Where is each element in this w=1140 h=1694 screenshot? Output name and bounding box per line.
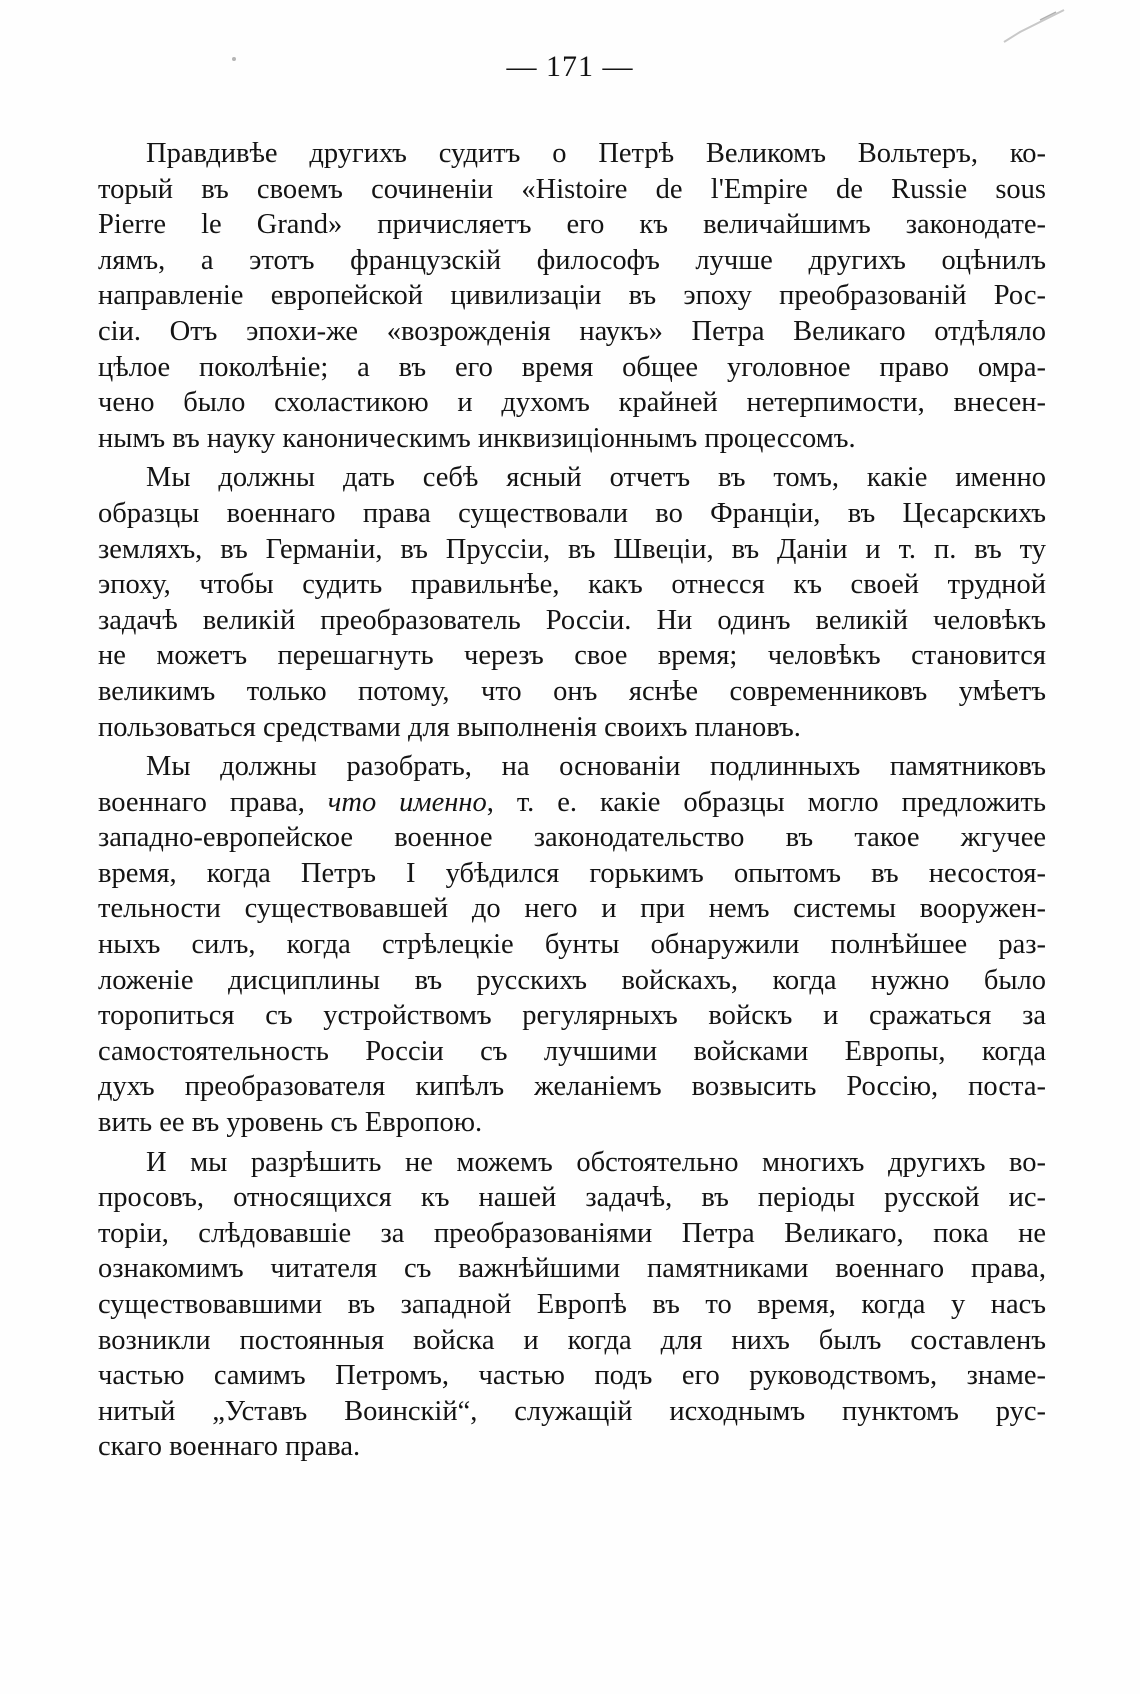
- text-line: чено было схоластикою и духомъ крайней нетерпимости, внесен-: [98, 387, 1046, 419]
- text-line: духъ преобразователя кипѣлъ желаніемъ возвысить Россію, поста-: [98, 1071, 1046, 1103]
- paragraph-2: [98, 460, 1046, 745]
- text-line: Мы должны дать себѣ ясный отчетъ въ томъ, какіе именно: [146, 462, 1046, 494]
- text-line: Pierre le Grand» причисляетъ его къ величайшимъ законодате-: [98, 209, 1046, 241]
- text-line: Мы должны разобрать, на основаніи подлинныхъ памятниковъ: [146, 751, 1046, 783]
- scan-speck-decoration: [1000, 6, 1070, 46]
- scan-dot-decoration: [230, 54, 238, 64]
- text-line: ознакомимъ читателя съ важнѣйшими памятниками военнаго права,: [98, 1253, 1046, 1285]
- text-line: пользоваться средствами для выполненія своихъ плановъ.: [98, 711, 801, 743]
- text-line: земляхъ, въ Германіи, въ Пруссіи, въ Швеціи, въ Даніи и т. п. въ ту: [98, 533, 1046, 565]
- text-line: образцы военнаго права существовали во Франціи, въ Цесарскихъ: [98, 497, 1046, 529]
- text-line: сіи. Отъ эпохи-же «возрожденія наукъ» Петра Великаго отдѣляло: [98, 315, 1046, 347]
- text-line: лямъ, а этотъ французскій философъ лучше другихъ оцѣнилъ: [98, 244, 1046, 276]
- text-line: нымъ въ науку каноническимъ инквизиціоннымъ процессомъ.: [98, 422, 856, 454]
- text-line: частью самимъ Петромъ, частью подъ его руководствомъ, знаме-: [98, 1360, 1046, 1392]
- text-line: цѣлое поколѣніе; а въ его время общее уголовное право омра-: [98, 351, 1046, 383]
- text-line: западно-европейское военное законодательство въ такое жгучее: [98, 822, 1046, 854]
- text-line: просовъ, относящихся къ нашей задачѣ, въ періоды русской ис-: [98, 1182, 1046, 1214]
- text-line: И мы разрѣшить не можемъ обстоятельно многихъ другихъ во-: [146, 1146, 1046, 1178]
- paragraph-4: [98, 1145, 1046, 1465]
- text-line: великимъ только потому, что онъ яснѣе современниковъ умѣетъ: [98, 675, 1046, 707]
- text-line: время, когда Петръ I убѣдился горькимъ опытомъ въ несостоя-: [98, 857, 1046, 889]
- text-line: самостоятельность Россіи съ лучшими войсками Европы, когда: [98, 1035, 1046, 1067]
- text-line: не можетъ перешагнуть черезъ свое время; человѣкъ становится: [98, 640, 1046, 672]
- text-line: торопиться съ устройствомъ регулярныхъ войскъ и сражаться за: [98, 1000, 1046, 1032]
- text-line: вить ее въ уровень съ Европою.: [98, 1107, 483, 1139]
- text-line: торіи, слѣдовавшіе за преобразованіями Петра Великаго, пока не: [98, 1217, 1046, 1249]
- emphasis-text: что именно: [327, 786, 487, 818]
- body-text: [98, 136, 1046, 1469]
- text-line: ныхъ силъ, когда стрѣлецкіе бунты обнаружили полнѣйшее раз-: [98, 929, 1046, 961]
- text-line: нитый „Уставъ Воинскій“, служащій исходнымъ пунктомъ рус-: [98, 1395, 1046, 1427]
- text-line: эпоху, чтобы судить правильнѣе, какъ отнесся къ своей трудной: [98, 569, 1046, 601]
- text-line: скаго военнаго права.: [98, 1431, 361, 1463]
- text-line: Правдивѣе другихъ судитъ о Петрѣ Великомъ Вольтеръ, ко-: [146, 138, 1046, 169]
- page-number: — 171 —: [506, 50, 634, 83]
- paragraph-1: [98, 136, 1046, 456]
- text-line: ложеніе дисциплины въ русскихъ войскахъ, когда нужно было: [98, 964, 1046, 996]
- text-line: тельности существовавшей до него и при немъ системы вооружен-: [98, 893, 1046, 925]
- text-line: торый въ своемъ сочиненіи «Histoire de l'Empire de Russie sous: [98, 173, 1046, 205]
- text-line: задачѣ великій преобразователь Россіи. Ни одинъ великій человѣкъ: [98, 604, 1046, 636]
- text-fragment: военнаго права,: [98, 786, 328, 818]
- text-fragment: , т. е. какіе образцы могло предложить: [486, 786, 1047, 818]
- text-line: существовавшими въ западной Европѣ въ то время, когда у насъ: [98, 1289, 1046, 1320]
- text-line: возникли постоянныя войска и когда для нихъ былъ составленъ: [98, 1324, 1046, 1356]
- text-line-with-emphasis: [98, 785, 1046, 821]
- text-line: направленіе европейской цивилизаціи въ эпоху преобразованій Рос-: [98, 280, 1046, 312]
- paragraph-3: [98, 749, 1046, 1141]
